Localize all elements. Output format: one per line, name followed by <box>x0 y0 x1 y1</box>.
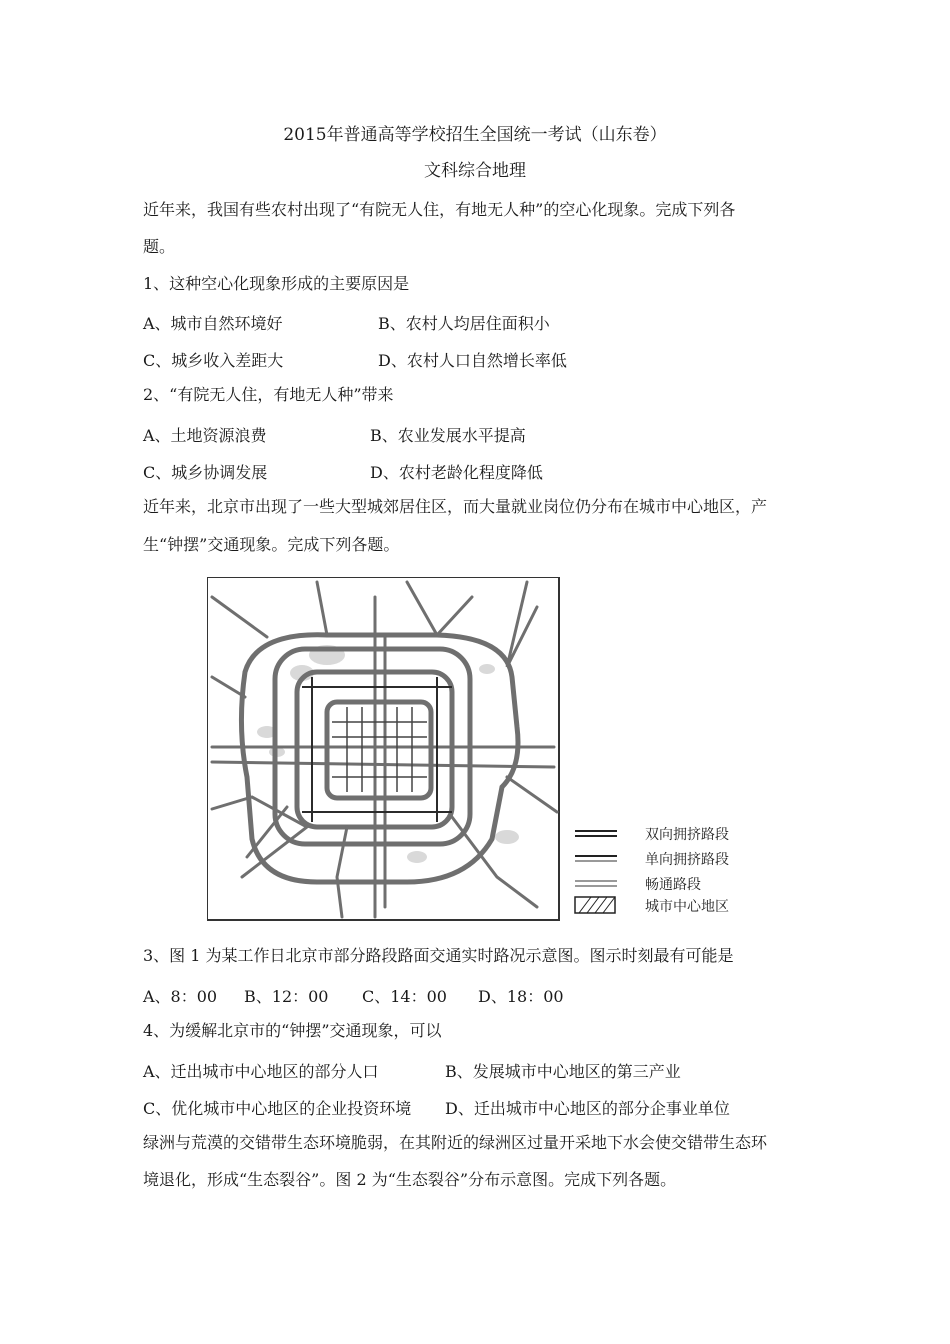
exam-title: 2015年普通高等学校招生全国统一考试（山东卷） <box>283 125 667 145</box>
legend-one-way-congested: 单向拥挤路段 <box>645 852 729 868</box>
q4-stem: 4、为缓解北京市的“钟摆”交通现象，可以 <box>143 1021 442 1040</box>
q2-option-a: A、土地资源浪费 <box>143 426 267 445</box>
q1-option-d: D、农村人口自然增长率低 <box>378 351 567 370</box>
legend-clear-road: 畅通路段 <box>645 877 701 893</box>
map-legend <box>575 826 729 915</box>
intro2-line2: 生“钟摆”交通现象。完成下列各题。 <box>143 535 400 554</box>
q3-stem: 3、图 1 为某工作日北京市部分路段路面交通实时路况示意图。图示时刻最有可能是 <box>143 946 734 965</box>
q4-option-a: A、迁出城市中心地区的部分人口 <box>143 1062 379 1081</box>
legend-city-center-symbol <box>575 897 615 913</box>
intro2-line1: 近年来，北京市出现了一些大型城郊居住区，而大量就业岗位仍分布在城市中心地区，产 <box>143 497 768 516</box>
q2-option-d: D、农村老龄化程度降低 <box>370 463 543 482</box>
q3-option-b: B、12：00 <box>244 987 329 1006</box>
legend-city-center: 城市中心地区 <box>645 899 729 915</box>
legend-one-way-congested-symbol <box>575 856 617 861</box>
q2-stem: 2、“有院无人住，有地无人种”带来 <box>143 385 394 404</box>
q2-option-c: C、城乡协调发展 <box>143 463 268 482</box>
q1-option-b: B、农村人均居住面积小 <box>378 314 550 333</box>
intro1-line1: 近年来，我国有些农村出现了“有院无人住，有地无人种”的空心化现象。完成下列各 <box>143 200 736 219</box>
q3-option-d: D、18：00 <box>478 987 564 1006</box>
exam-subtitle: 文科综合地理 <box>424 161 526 181</box>
q4-option-b: B、发展城市中心地区的第三产业 <box>445 1062 681 1081</box>
legend-two-way-congested: 双向拥挤路段 <box>645 827 729 843</box>
q3-option-c: C、14：00 <box>362 987 447 1006</box>
q4-option-d: D、迁出城市中心地区的部分企事业单位 <box>445 1099 730 1118</box>
intro3-line2: 境退化，形成“生态裂谷”。图 2 为“生态裂谷”分布示意图。完成下列各题。 <box>143 1170 677 1189</box>
q1-option-c: C、城乡收入差距大 <box>143 351 284 370</box>
q1-stem: 1、这种空心化现象形成的主要原因是 <box>143 274 410 293</box>
beijing-traffic-map <box>207 577 767 923</box>
intro3-line1: 绿洲与荒漠的交错带生态环境脆弱，在其附近的绿洲区过量开采地下水会使交错带生态环 <box>143 1133 768 1152</box>
q2-option-b: B、农业发展水平提高 <box>370 426 526 445</box>
q3-option-a: A、8：00 <box>143 987 218 1006</box>
legend-clear-road-symbol <box>575 881 617 886</box>
q4-option-c: C、优化城市中心地区的企业投资环境 <box>143 1099 412 1118</box>
q1-option-a: A、城市自然环境好 <box>143 314 283 333</box>
intro1-line2: 题。 <box>143 237 176 256</box>
legend-two-way-congested-symbol <box>575 831 617 836</box>
